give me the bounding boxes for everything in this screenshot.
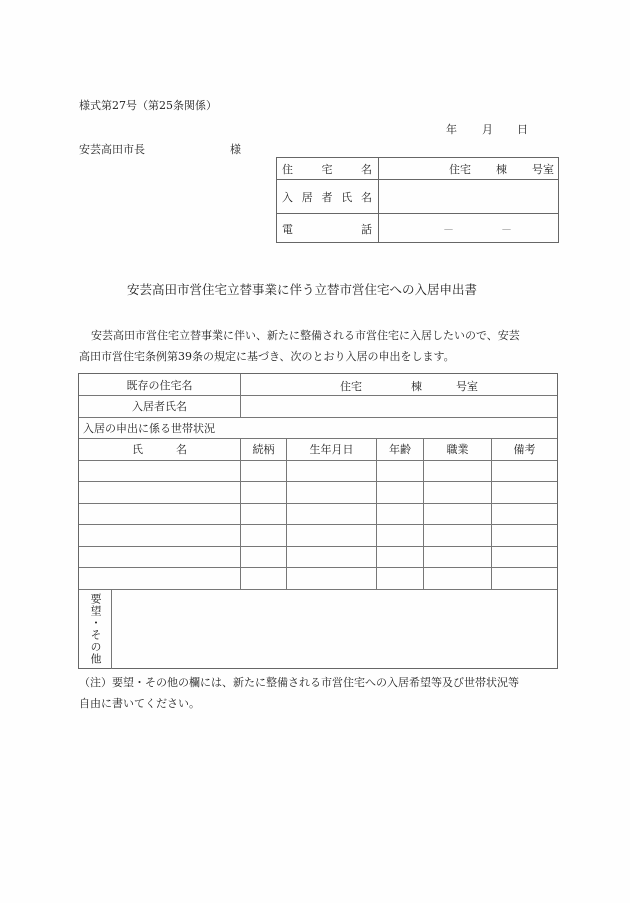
household-cell-relationship[interactable] (241, 503, 286, 524)
housing-suffix: 住宅 (449, 162, 471, 176)
label-char: 入 (282, 190, 293, 204)
honorific: 様 (230, 143, 241, 156)
phone-field[interactable] (379, 214, 558, 243)
household-cell-remarks[interactable] (492, 524, 557, 546)
household-cell-name[interactable] (79, 567, 240, 589)
household-cell-occupation[interactable] (424, 460, 491, 481)
household-cell-age[interactable] (377, 567, 423, 589)
label-char: 宅 (321, 162, 333, 176)
room-suffix: 号室 (532, 162, 554, 176)
household-cell-birthdate[interactable] (287, 503, 376, 524)
household-cell-age[interactable] (377, 524, 423, 546)
household-cell-relationship[interactable] (241, 546, 286, 567)
household-cell-birthdate[interactable] (287, 567, 376, 589)
col-header-birthdate: 生年月日 (309, 443, 354, 456)
household-cell-remarks[interactable] (492, 546, 557, 567)
label-char: 電 (282, 222, 293, 236)
household-cell-remarks[interactable] (492, 567, 557, 589)
label-char: 居 (301, 190, 313, 204)
household-cell-relationship[interactable] (241, 460, 286, 481)
resident-name-field[interactable] (379, 180, 558, 213)
existing-housing-label: 既存の住宅名 (126, 378, 193, 392)
household-cell-relationship[interactable] (241, 524, 286, 546)
applicant-table (276, 157, 559, 243)
date-month-label: 月 (482, 123, 493, 136)
housing-name-label (277, 158, 378, 179)
note-line-2: 自由に書いてください。 (79, 697, 200, 710)
existing-housing-field[interactable] (241, 374, 557, 395)
resident-name-field[interactable] (241, 395, 557, 417)
household-cell-occupation[interactable] (424, 503, 491, 524)
addressee: 安芸高田市長 (79, 143, 145, 156)
household-cell-remarks[interactable] (492, 481, 557, 503)
body-line-1: 安芸高田市営住宅立替事業に伴い、新たに整備される市営住宅に入居したいので、安芸 (91, 329, 520, 342)
label-char: 名 (361, 190, 372, 204)
resident-name-label: 入居者氏名 (132, 400, 187, 413)
household-cell-age[interactable] (377, 460, 423, 481)
household-cell-age[interactable] (377, 546, 423, 567)
household-cell-occupation[interactable] (424, 546, 491, 567)
household-cell-occupation[interactable] (424, 567, 491, 589)
label-char: 者 (321, 190, 333, 204)
household-cell-occupation[interactable] (424, 481, 491, 503)
form-number: 様式第27号（第25条関係） (79, 99, 217, 112)
housing-name-field[interactable] (379, 158, 558, 179)
household-cell-relationship[interactable] (241, 481, 286, 503)
label-char: 名 (361, 162, 372, 176)
note-line-1: （注）要望・その他の欄には、新たに整備される市営住宅への入居希望等及び世帯状況等 (79, 676, 519, 689)
col-header-remarks: 備考 (513, 443, 536, 456)
requests-label: 要望・その他 (89, 593, 102, 665)
building-suffix: 棟 (411, 380, 422, 393)
household-cell-birthdate[interactable] (287, 524, 376, 546)
household-cell-birthdate[interactable] (287, 546, 376, 567)
col-header-relationship: 続柄 (252, 443, 275, 456)
household-section-label: 入居の申出に係る世帯状況 (83, 421, 215, 435)
household-cell-name[interactable] (79, 481, 240, 503)
document-title: 安芸高田市営住宅立替事業に伴う立替市営住宅への入居申出書 (127, 282, 478, 297)
phone-label (277, 214, 378, 243)
col-header-name: 氏 名 (132, 443, 187, 456)
household-cell-name[interactable] (79, 503, 240, 524)
household-cell-relationship[interactable] (241, 567, 286, 589)
phone-dash: － (443, 222, 454, 236)
body-line-2: 高田市営住宅条例第39条の規定に基づき、次のとおり入居の申出をします。 (79, 350, 455, 363)
household-cell-age[interactable] (377, 503, 423, 524)
requests-field[interactable] (112, 590, 557, 668)
applicant-row-resident (277, 179, 558, 213)
applicant-row-housing (277, 158, 558, 179)
household-cell-name[interactable] (79, 460, 240, 481)
application-table (78, 373, 558, 669)
household-cell-birthdate[interactable] (287, 481, 376, 503)
applicant-row-phone (277, 213, 558, 243)
phone-dash: － (501, 222, 512, 236)
household-cell-name[interactable] (79, 546, 240, 567)
date-day-label: 日 (517, 123, 528, 136)
label-char: 氏 (341, 190, 353, 204)
resident-name-label (277, 180, 378, 213)
household-cell-age[interactable] (377, 481, 423, 503)
room-suffix: 号室 (456, 380, 478, 393)
household-cell-occupation[interactable] (424, 524, 491, 546)
household-cell-birthdate[interactable] (287, 460, 376, 481)
label-char: 話 (361, 222, 372, 236)
date-year-label: 年 (446, 123, 457, 136)
col-header-occupation: 職業 (446, 443, 469, 456)
household-cell-remarks[interactable] (492, 460, 557, 481)
building-suffix: 棟 (496, 162, 507, 176)
housing-suffix: 住宅 (340, 380, 362, 393)
col-header-age: 年齢 (389, 443, 411, 456)
label-char: 住 (282, 162, 293, 176)
household-cell-name[interactable] (79, 524, 240, 546)
household-cell-remarks[interactable] (492, 503, 557, 524)
